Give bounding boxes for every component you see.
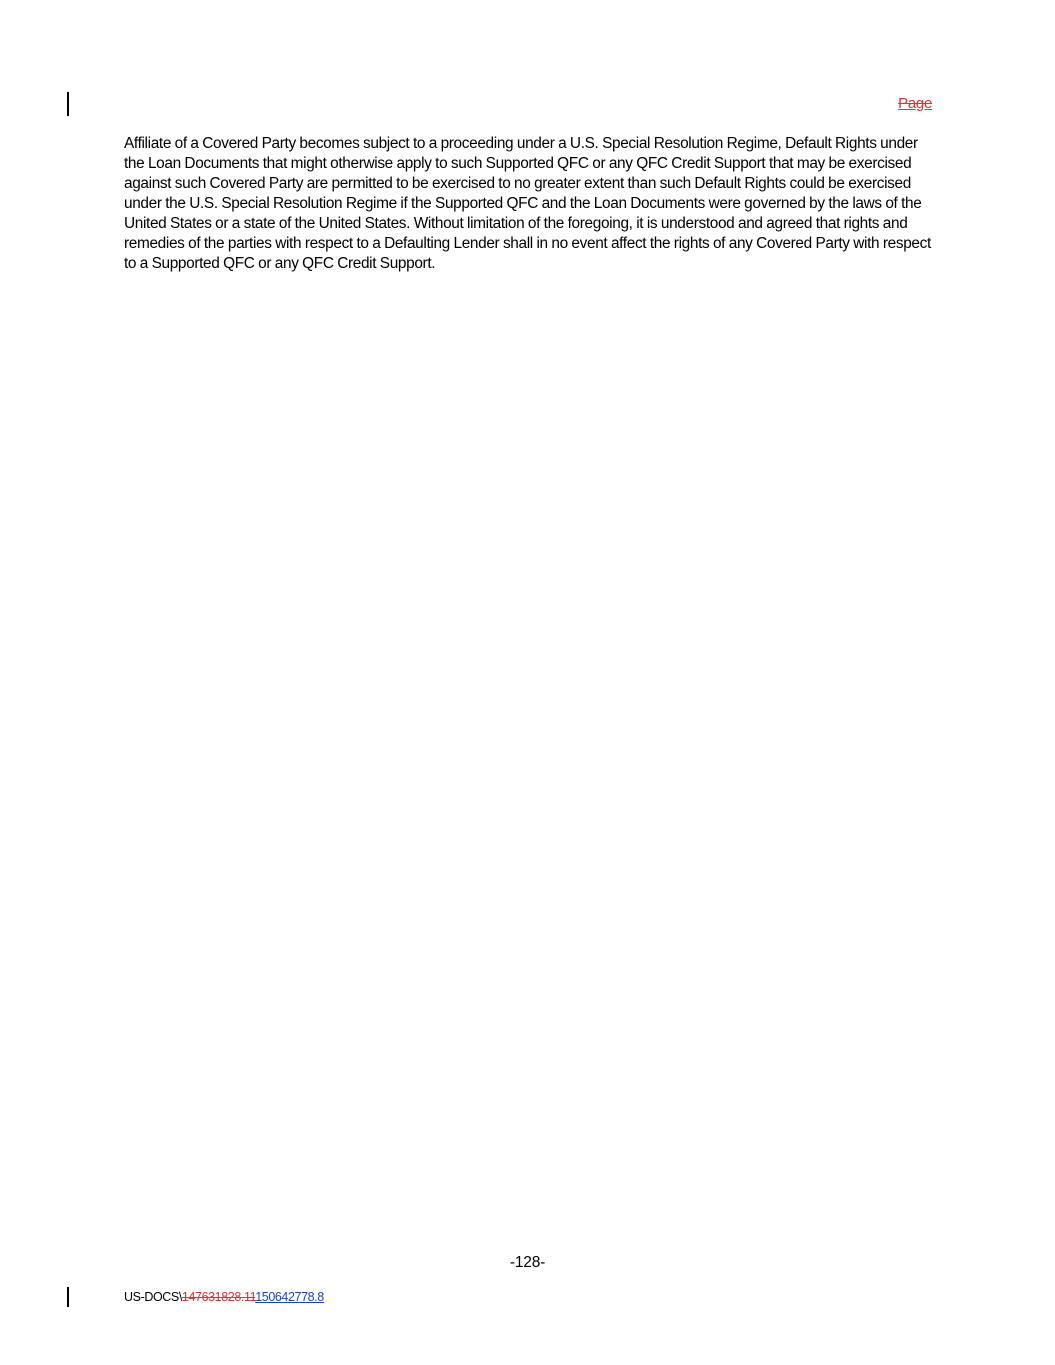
header-page-label-deleted: Page	[898, 95, 932, 112]
footer-document-id	[124, 1290, 324, 1304]
change-bar-top	[67, 92, 69, 116]
footer-doc-id-inserted: 150642778.8	[255, 1290, 324, 1304]
footer-doc-id-deleted: 147631828.11	[181, 1290, 256, 1304]
body-paragraph: Affiliate of a Covered Party becomes subject to a proceeding under a U.S. Special Resolution Regime, Default Rights under the Loan Documents that might otherwise apply to such Supported QFC or any QFC Credit Support that may be exercised against such Covered Party are permitted to be exercised to no greater extent than such Default Rights could be exercised under the U.S. Special Resolution Regime if the Supported QFC and the Loan Documents were governed by the laws of the United States or a state of the United States. Without limitation of the foregoing, it is understood and agreed that rights and remedies of the parties with respect to a Defaulting Lender shall in no event affect the rights of any Covered Party with respect to a Supported QFC or any QFC Credit Support.	[124, 135, 931, 272]
page-number: -128-	[509, 1254, 546, 1271]
change-bar-bottom	[67, 1287, 69, 1307]
footer-doc-prefix: US-DOCS\	[124, 1290, 182, 1304]
